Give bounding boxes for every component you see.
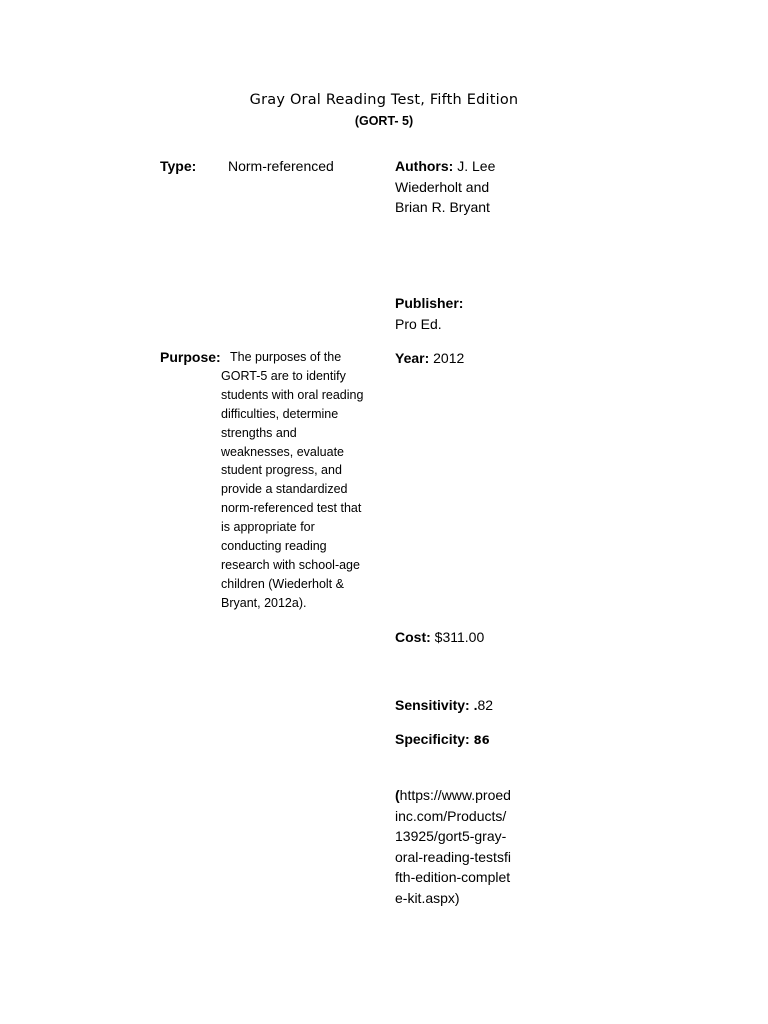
publisher-label: Publisher: — [395, 295, 464, 311]
purpose-line: children (Wiederholt & — [221, 576, 344, 591]
purpose-line: research with school-age — [221, 557, 360, 572]
purpose-line: Bryant, 2012a). — [221, 595, 307, 610]
source-url-line-1 — [395, 785, 527, 806]
sensitivity-value-dot: . — [473, 697, 478, 713]
purpose-line: norm-referenced test that — [221, 501, 362, 516]
document-title: Gray Oral Reading Test, Fifth Edition — [249, 92, 519, 108]
purpose-line: provide a standardized — [221, 482, 348, 497]
purpose-line: is appropriate for — [221, 520, 315, 535]
authors-value-1: J. Lee — [457, 158, 496, 174]
year-label: Year: — [395, 350, 430, 366]
source-url-line: e-kit.aspx) — [395, 889, 460, 906]
source-url-line: 13925/gort5-gray- — [395, 828, 507, 844]
purpose-label: Purpose: — [160, 349, 221, 365]
cost-label: Cost: — [395, 629, 431, 645]
source-url-line: inc.com/Products/ — [395, 807, 507, 824]
year-block — [395, 348, 527, 369]
source-url-block — [395, 785, 527, 908]
authors-line-3: Brian R. Bryant — [395, 199, 490, 215]
purpose-line: strengths and — [221, 425, 297, 440]
authors-line-1 — [395, 156, 527, 177]
sensitivity-block — [395, 695, 527, 716]
sensitivity-value: 82 — [477, 697, 494, 713]
authors-label: Authors: — [395, 158, 454, 174]
purpose-line: student progress, and — [221, 463, 342, 478]
publisher-block — [395, 293, 527, 334]
authors-line-2: Wiederholt and — [395, 178, 490, 195]
source-url-text: https://www.proed — [399, 787, 511, 803]
specificity-label: Specificity: — [395, 731, 470, 747]
publisher-value: Pro Ed. — [395, 315, 442, 332]
specificity-block — [395, 729, 527, 751]
year-value: 2012 — [433, 350, 465, 366]
cost-block — [395, 627, 527, 648]
source-url-line: fth-edition-complet — [395, 869, 511, 885]
purpose-paragraph — [221, 367, 381, 613]
specificity-value: 86 — [473, 733, 490, 747]
purpose-line-1: The purposes of the — [230, 350, 342, 364]
type-value: Norm-referenced — [228, 158, 334, 174]
purpose-line: students with oral reading — [221, 387, 364, 402]
purpose-line: conducting reading — [221, 539, 327, 554]
document-subtitle: (GORT- 5) — [354, 114, 414, 128]
source-url-open-paren: ( — [395, 787, 400, 803]
purpose-line: GORT-5 are to identify — [221, 368, 346, 383]
authors-block — [395, 156, 527, 218]
sensitivity-label: Sensitivity: — [395, 697, 470, 713]
type-label: Type: — [160, 158, 197, 174]
purpose-line: weaknesses, evaluate — [221, 444, 344, 459]
purpose-line: difficulties, determine — [221, 406, 339, 421]
source-url-line: oral-reading-testsfi — [395, 848, 511, 865]
cost-value: $311.00 — [434, 629, 485, 645]
